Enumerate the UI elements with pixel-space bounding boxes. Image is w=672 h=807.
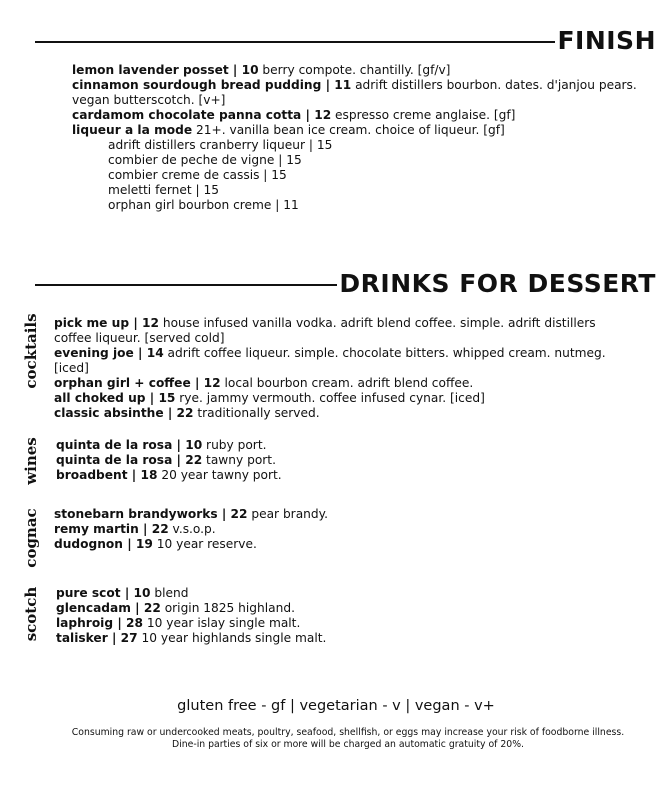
drink-name: laphroig | 28 (56, 616, 143, 630)
drinks-header (35, 267, 656, 301)
drink-desc: pear brandy. (247, 507, 328, 521)
drink-name: talisker | 27 (56, 631, 138, 645)
food-safety-disclaimer: Consuming raw or undercooked meats, poultry, seafood, shellfish, or eggs may increase your risk of foodborne illness. Dine-in parties of six or more will be charged an automatic gratuity of 20%. (71, 727, 625, 750)
drink-item (54, 522, 614, 537)
liqueur-list (72, 138, 647, 213)
dessert-desc: 21+. vanilla bean ice cream. choice of liqueur. [gf] (192, 123, 505, 137)
drink-name: evening joe | 14 (54, 346, 164, 360)
dessert-name: lemon lavender posset | 10 (72, 63, 259, 77)
drink-desc: rye. jammy vermouth. coffee infused cynar. [iced] (175, 391, 485, 405)
drink-name: quinta de la rosa | 10 (56, 438, 203, 452)
liqueur-item: combier creme de cassis | 15 (108, 168, 287, 182)
liqueur-item: orphan girl bourbon creme | 11 (108, 198, 299, 212)
cognac-label: cognac (22, 508, 40, 568)
drink-name: pure scot | 10 (56, 586, 151, 600)
dessert-name: cinnamon sourdough bread pudding | 11 (72, 78, 352, 92)
dessert-desc: berry compote. chantilly. [gf/v] (258, 63, 451, 77)
drink-item (56, 616, 616, 631)
drink-item (54, 406, 614, 421)
drink-item (54, 507, 614, 522)
drink-desc: 10 year highlands single malt. (137, 631, 327, 645)
wines-label: wines (22, 437, 40, 485)
drink-desc: ruby port. (202, 438, 267, 452)
scotch-label: scotch (22, 586, 40, 642)
drink-name: orphan girl + coffee | 12 (54, 376, 221, 390)
finish-title: FINISH (555, 24, 656, 58)
dessert-name: cardamom chocolate panna cotta | 12 (72, 108, 332, 122)
liqueur-item: adrift distillers cranberry liqueur | 15 (108, 138, 333, 152)
dessert-list (72, 63, 647, 213)
drink-desc: traditionally served. (193, 406, 320, 420)
drink-name: dudognon | 19 (54, 537, 153, 551)
drink-item (56, 453, 616, 468)
scotch-list (56, 586, 616, 646)
dessert-item (72, 78, 647, 108)
drink-name: classic absinthe | 22 (54, 406, 194, 420)
drink-name: remy martin | 22 (54, 522, 169, 536)
drink-desc: v.s.o.p. (168, 522, 216, 536)
dietary-legend: gluten free - gf | vegetarian - v | vegan - v+ (177, 698, 495, 714)
liqueur-item: combier de peche de vigne | 15 (108, 153, 302, 167)
drink-desc: house infused vanilla vodka. adrift blend coffee. simple. adrift distillers coffee liqueur. [served cold] (54, 316, 596, 345)
cocktails-label: cocktails (22, 313, 40, 389)
cocktails-list (54, 316, 614, 421)
drinks-title: DRINKS FOR DESSERT (337, 267, 656, 301)
drink-desc: local bourbon cream. adrift blend coffee. (220, 376, 474, 390)
drink-item (56, 438, 616, 453)
drink-desc: origin 1825 highland. (160, 601, 295, 615)
drink-item (54, 316, 614, 346)
drink-name: stonebarn brandyworks | 22 (54, 507, 248, 521)
drink-item (56, 631, 616, 646)
finish-rule (35, 41, 565, 43)
drinks-rule (35, 284, 355, 286)
drink-desc: tawny port. (202, 453, 276, 467)
drink-item (56, 601, 616, 616)
drink-item (56, 468, 616, 483)
drink-desc: 10 year reserve. (152, 537, 257, 551)
drink-name: pick me up | 12 (54, 316, 159, 330)
dessert-name: liqueur a la mode (72, 123, 193, 137)
drink-desc: blend (150, 586, 189, 600)
drink-name: all choked up | 15 (54, 391, 176, 405)
dessert-item (72, 123, 647, 138)
cognac-list (54, 507, 614, 552)
drink-desc: 10 year islay single malt. (143, 616, 301, 630)
dessert-item (72, 108, 647, 123)
drink-item (54, 391, 614, 406)
drink-item (54, 537, 614, 552)
drink-desc: 20 year tawny port. (157, 468, 282, 482)
drink-name: broadbent | 18 (56, 468, 158, 482)
drink-name: quinta de la rosa | 22 (56, 453, 203, 467)
liqueur-item: meletti fernet | 15 (108, 183, 220, 197)
drink-item (54, 346, 614, 376)
drink-item (54, 376, 614, 391)
wines-list (56, 438, 616, 483)
finish-header (35, 24, 656, 58)
dessert-desc: espresso creme anglaise. [gf] (331, 108, 516, 122)
drink-desc: adrift coffee liqueur. simple. chocolate bitters. whipped cream. nutmeg. [iced] (54, 346, 606, 375)
dessert-item (72, 63, 647, 78)
drink-name: glencadam | 22 (56, 601, 161, 615)
dessert-desc: adrift distillers bourbon. dates. d'janjou pears. vegan butterscotch. [v+] (72, 78, 637, 107)
drink-item (56, 586, 616, 601)
